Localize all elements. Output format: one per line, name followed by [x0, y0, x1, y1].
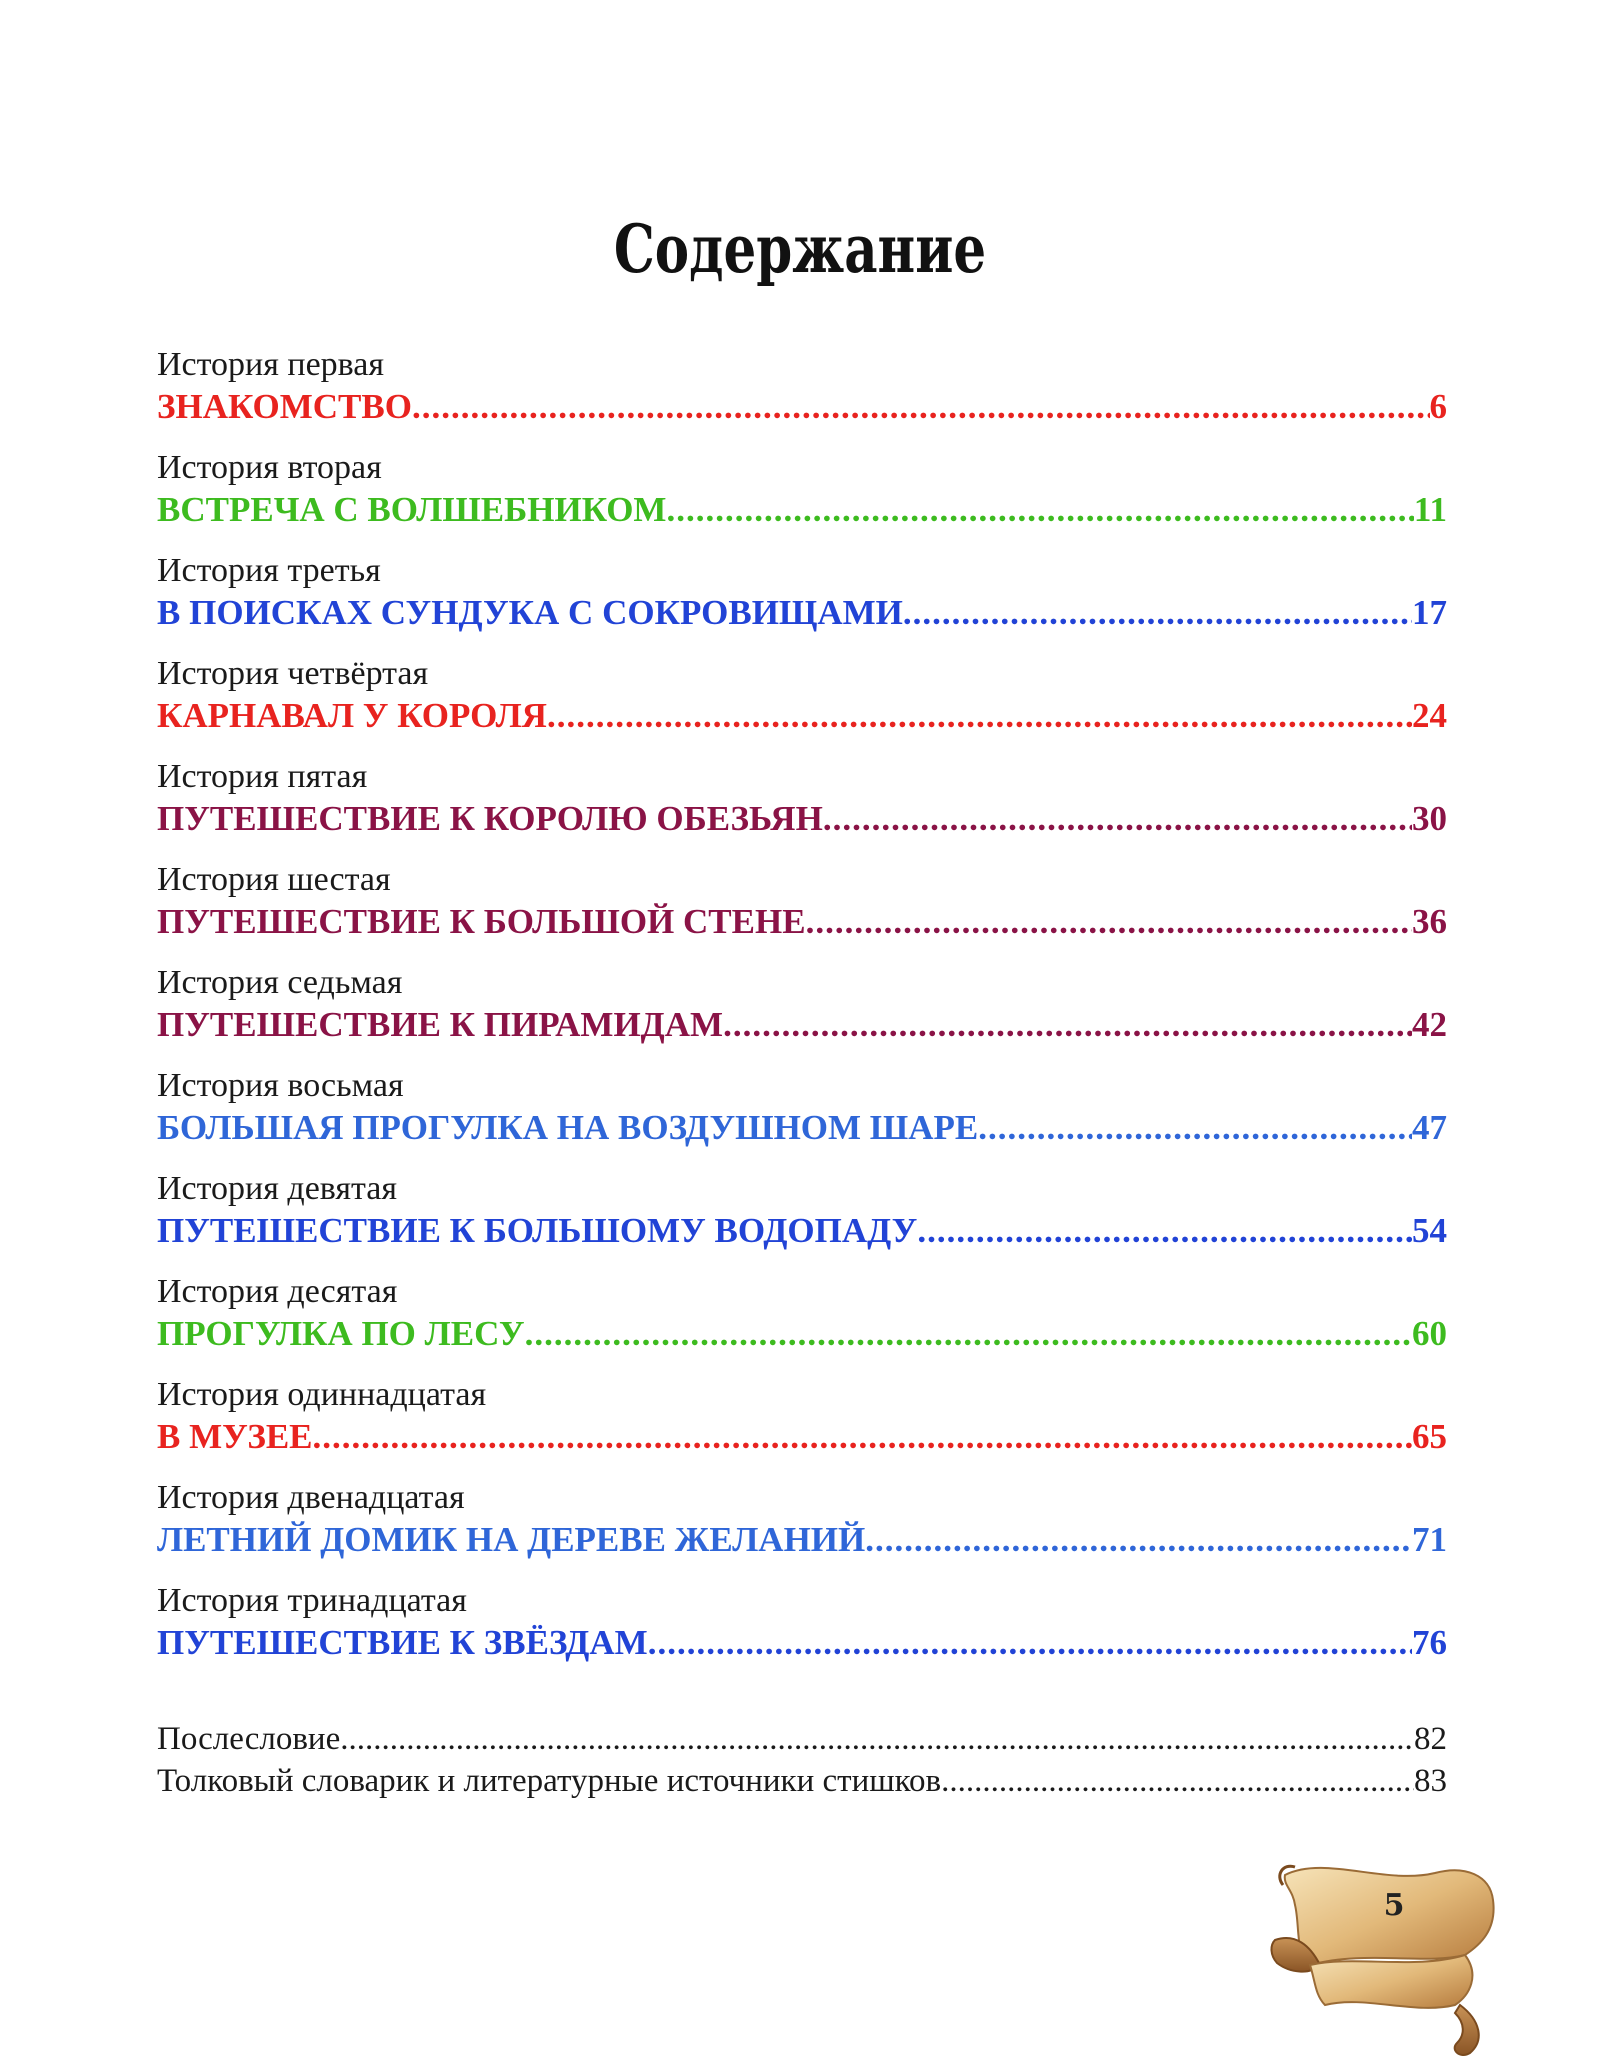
chapter-title: ПУТЕШЕСТВИЕ К ПИРАМИДАМ: [157, 1005, 724, 1044]
page-number: 42: [1412, 1005, 1447, 1044]
chapter-title: ПРОГУЛКА ПО ЛЕСУ: [157, 1314, 525, 1353]
dot-leader: [648, 1621, 1412, 1665]
dot-leader: [978, 1106, 1412, 1150]
story-label: История двенадцатая: [157, 1479, 465, 1516]
chapter-line[interactable]: [157, 797, 1447, 841]
story-label: История девятая: [157, 1170, 398, 1207]
page-number: 24: [1412, 696, 1447, 735]
story-label: История одиннадцатая: [157, 1376, 487, 1413]
story-label: История третья: [157, 552, 381, 589]
chapter-line[interactable]: [157, 1209, 1447, 1253]
toc-entry-11[interactable]: [157, 1375, 1447, 1478]
page-number: 30: [1412, 799, 1447, 838]
back-matter: [157, 1718, 1447, 1802]
dot-leader: [865, 1518, 1412, 1562]
page-number-label: 5: [1383, 1888, 1405, 1923]
chapter-line[interactable]: [157, 1415, 1447, 1459]
chapter-line[interactable]: [157, 488, 1447, 532]
toc-entry-12[interactable]: [157, 1478, 1447, 1581]
story-label: История тринадцатая: [157, 1582, 467, 1619]
toc-entry-3[interactable]: [157, 551, 1447, 654]
dot-leader: [941, 1760, 1414, 1802]
chapter-title: ПУТЕШЕСТВИЕ К КОРОЛЮ ОБЕЗЬЯН: [157, 799, 823, 838]
toc-entry-10[interactable]: [157, 1272, 1447, 1375]
page-number: 71: [1412, 1520, 1447, 1559]
dot-leader: [313, 1415, 1412, 1459]
dot-leader: [806, 900, 1412, 944]
story-label: История седьмая: [157, 964, 403, 1001]
page-title: Содержание: [613, 210, 987, 288]
toc-entry-7[interactable]: [157, 963, 1447, 1066]
toc-entry-1[interactable]: [157, 345, 1447, 448]
dot-leader: [917, 1209, 1412, 1253]
page-number: 60: [1412, 1314, 1447, 1353]
page-number: 11: [1413, 490, 1447, 529]
toc-entry-8[interactable]: [157, 1066, 1447, 1169]
page-number: 6: [1429, 387, 1447, 426]
chapter-line[interactable]: [157, 385, 1447, 429]
page-number: 54: [1412, 1211, 1447, 1250]
chapter-title: В МУЗЕЕ: [157, 1417, 313, 1456]
chapter-line[interactable]: [157, 1621, 1447, 1665]
story-label: История четвёртая: [157, 655, 429, 692]
toc-entry-2[interactable]: [157, 448, 1447, 551]
dot-leader: [547, 694, 1412, 738]
chapter-line[interactable]: [157, 591, 1447, 635]
toc-entry-4[interactable]: [157, 654, 1447, 757]
toc-entry-13[interactable]: [157, 1581, 1447, 1684]
page-number: 82: [1414, 1721, 1447, 1757]
back-matter-label: Толковый словарик и литературные источники стишков: [157, 1763, 942, 1799]
chapter-line[interactable]: [157, 694, 1447, 738]
chapter-title: ЛЕТНИЙ ДОМИК НА ДЕРЕВЕ ЖЕЛАНИЙ: [157, 1520, 866, 1559]
page-number: 65: [1412, 1417, 1447, 1456]
dot-leader: [412, 385, 1430, 429]
page-number: 83: [1414, 1763, 1447, 1799]
story-label: История вторая: [157, 449, 382, 486]
story-label: История первая: [157, 346, 385, 383]
dot-leader: [823, 797, 1412, 841]
scroll-ornament-icon: [1265, 1845, 1515, 2060]
dot-leader: [525, 1312, 1412, 1356]
page-number: 47: [1412, 1108, 1447, 1147]
back-matter-item-afterword[interactable]: [157, 1718, 1447, 1760]
chapter-title: БОЛЬШАЯ ПРОГУЛКА НА ВОЗДУШНОМ ШАРЕ: [157, 1108, 979, 1147]
toc-entry-5[interactable]: [157, 757, 1447, 860]
page-number: 17: [1412, 593, 1447, 632]
back-matter-label: Послесловие: [157, 1721, 341, 1757]
chapter-line[interactable]: [157, 1312, 1447, 1356]
dot-leader: [340, 1718, 1414, 1760]
chapter-title: КАРНАВАЛ У КОРОЛЯ: [157, 696, 547, 735]
dot-leader: [666, 488, 1413, 532]
chapter-title: ЗНАКОМСТВО: [157, 387, 412, 426]
toc-entry-6[interactable]: [157, 860, 1447, 963]
chapter-line[interactable]: [157, 900, 1447, 944]
chapter-line[interactable]: [157, 1106, 1447, 1150]
dot-leader: [723, 1003, 1412, 1047]
chapter-title: В ПОИСКАХ СУНДУКА С СОКРОВИЩАМИ: [157, 593, 903, 632]
chapter-title: ПУТЕШЕСТВИЕ К БОЛЬШОМУ ВОДОПАДУ: [157, 1211, 918, 1250]
page-number: 76: [1412, 1623, 1447, 1662]
story-label: История пятая: [157, 758, 368, 795]
story-label: История десятая: [157, 1273, 398, 1310]
chapter-title: ПУТЕШЕСТВИЕ К БОЛЬШОЙ СТЕНЕ: [157, 902, 806, 941]
chapter-line[interactable]: [157, 1003, 1447, 1047]
dot-leader: [903, 591, 1412, 635]
toc-entry-9[interactable]: [157, 1169, 1447, 1272]
story-label: История шестая: [157, 861, 391, 898]
back-matter-item-glossary[interactable]: [157, 1760, 1447, 1802]
table-of-contents: [157, 345, 1447, 1684]
chapter-title: ПУТЕШЕСТВИЕ К ЗВЁЗДАМ: [157, 1623, 648, 1662]
chapter-line[interactable]: [157, 1518, 1447, 1562]
story-label: История восьмая: [157, 1067, 404, 1104]
chapter-title: ВСТРЕЧА С ВОЛШЕБНИКОМ: [157, 490, 667, 529]
page-number: 36: [1412, 902, 1447, 941]
